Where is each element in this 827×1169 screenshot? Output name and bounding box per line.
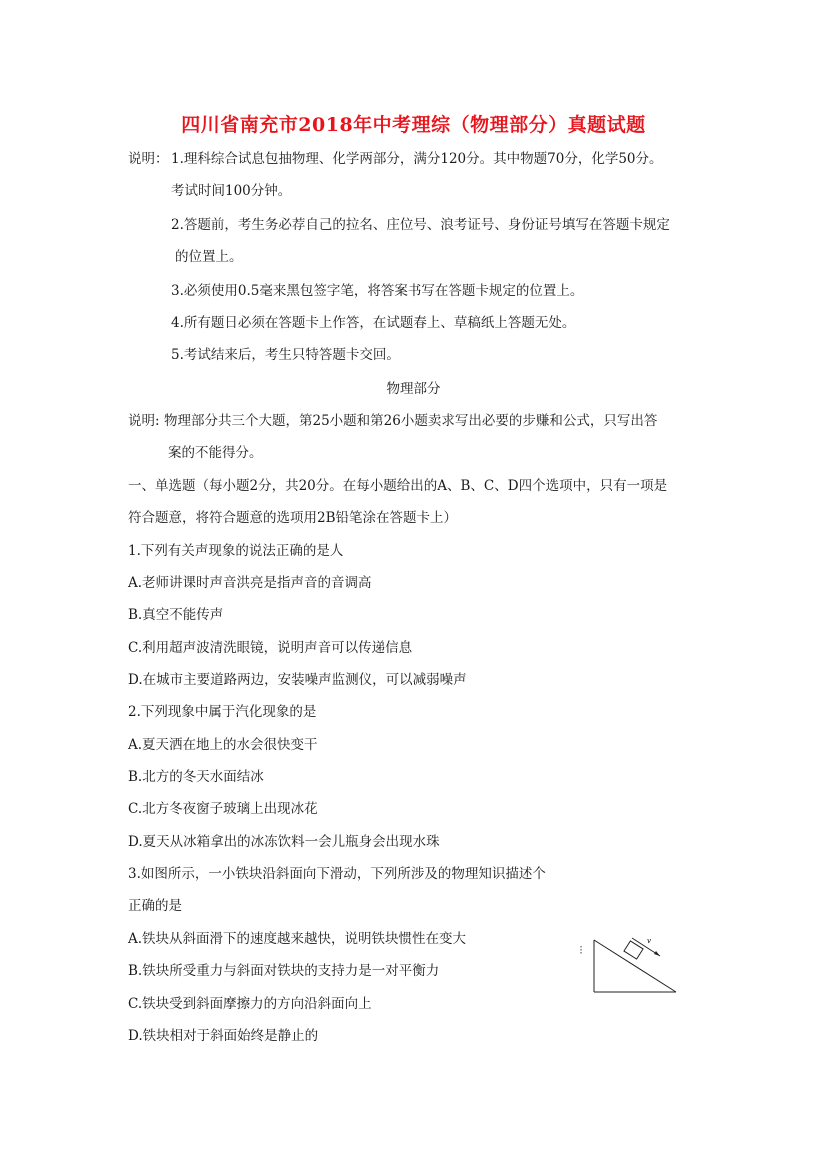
instructions-label: 说明： [128, 151, 169, 167]
page-title: 四川省南充市2018年中考理综（物理部分）真题试题 [181, 114, 646, 136]
option-c: C.利用超声波清洗眼镜，说明声音可以传递信息 [128, 640, 413, 656]
option-b: B.真空不能传声 [128, 607, 224, 623]
instruction-item: 4.所有题日必须在答题卡上作答，在试题春上、草稿纸上答题无处。 [171, 315, 576, 331]
option-d: D.夏天从冰箱拿出的冰冻饮料一会儿瓶身会出现水珠 [128, 834, 440, 850]
option-b: B.北方的冬天水面结冰 [128, 769, 264, 785]
section-note-text: 物理部分共三个大题，第25小题和第26小题卖求写出必要的步赚和公式，只写出答 [164, 413, 658, 429]
option-d: D.在城市主要道路两边，安装噪声监测仪，可以减弱噪声 [128, 672, 467, 688]
option-a: A.夏天洒在地上的水会很快变干 [128, 737, 318, 753]
incline-figure [574, 934, 680, 996]
question-stem: 3.如图所示，一小铁块沿斜面向下滑动，下列所涉及的物理知识描述个 [128, 866, 546, 882]
option-c: C.铁块受到斜面摩擦力的方向沿斜面向上 [128, 996, 372, 1012]
option-c: C.北方冬夜窗子玻璃上出现冰花 [128, 801, 318, 817]
question-stem-continued: 正确的是 [128, 898, 182, 914]
instruction-item: 考试时间100分钟。 [171, 183, 292, 199]
instruction-item: 的位置上。 [175, 249, 243, 265]
part-heading: 一、单选题（每小题2分，共20分。在每小题给出的A、B、C、D四个选项中，只有一项是 [128, 478, 668, 494]
section-heading: 物理部分 [386, 381, 441, 397]
instruction-item: 3.必须使用0.5毫来黑包签字笔，将答案书写在答题卡规定的位置上。 [171, 283, 584, 299]
option-b: B.铁块所受重力与斜面对铁块的支持力是一对平衡力 [128, 963, 440, 979]
instruction-item: 2.答题前，考生务必荐自己的拉名、庄位号、浪考证号、身份证号填写在答题卡规定 [171, 217, 670, 233]
option-a: A.老师讲课时声音洪亮是指声音的音调高 [128, 575, 372, 591]
arrow-head-icon [654, 951, 660, 956]
question-stem: 1.下列有关声现象的说法正确的是人 [128, 543, 344, 559]
instruction-item: 5.考试结来后，考生只特答题卡交回。 [171, 347, 400, 363]
question-stem: 2.下列现象中属于汽化现象的是 [128, 704, 317, 720]
section-note-text: 案的不能得分。 [168, 445, 263, 461]
velocity-label: v [647, 937, 651, 945]
part-heading: 符合题意，将符合题意的选项用2B铅笔涂在答题卡上） [128, 510, 458, 526]
section-note-label: 说明: [128, 413, 160, 429]
option-d: D.铁块相对于斜面始终是静止的 [128, 1028, 319, 1044]
option-a: A.铁块从斜面滑下的速度越来越快，说明铁块惯性在变大 [128, 931, 467, 947]
instruction-item: 1.理科综合试息包抽物理、化学两部分，满分120分。其中物题70分，化学50分。 [171, 151, 663, 167]
